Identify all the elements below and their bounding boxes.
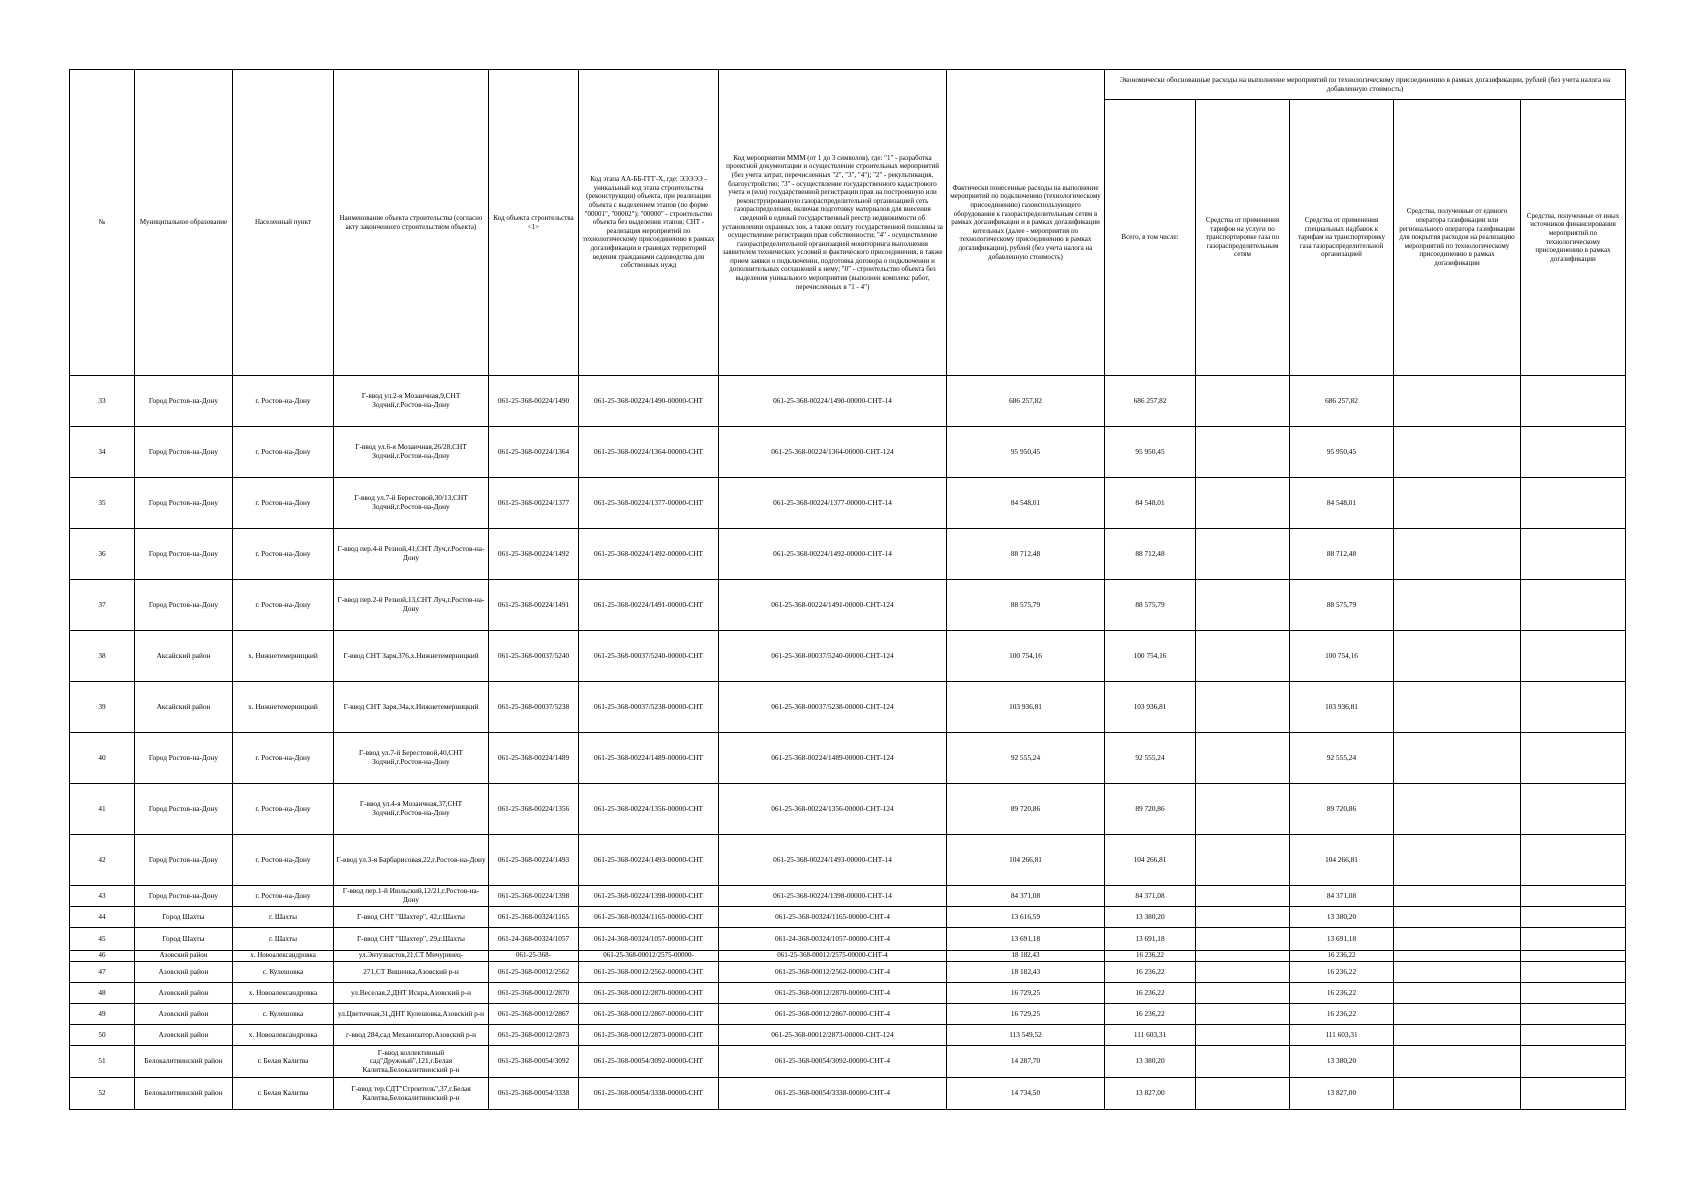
municipality-cell: Город Ростов-на-Дону xyxy=(135,478,233,529)
single-operator-cell xyxy=(1394,1004,1521,1025)
single-operator-cell xyxy=(1394,951,1521,962)
tariff-transport-cell xyxy=(1196,478,1290,529)
activity-code-cell: 061-25-368-00224/1490-00000-СНТ-14 xyxy=(719,376,947,427)
special-surcharges-cell: 84 371,08 xyxy=(1290,886,1394,907)
stage-code-cell: 061-25-368-00054/3092-00000-СНТ xyxy=(579,1046,719,1078)
object-code-cell: 061-25-368-00054/3092 xyxy=(489,1046,579,1078)
other-sources-cell xyxy=(1521,835,1626,886)
activity-code-cell: 061-25-368-00224/1493-00000-СНТ-14 xyxy=(719,835,947,886)
table-row xyxy=(70,529,1626,580)
object-name-cell: Г-ввод СНТ "Шахтер", 29,г.Шахты xyxy=(334,928,489,951)
actual-costs-cell: 84 548,01 xyxy=(947,478,1105,529)
data-table xyxy=(69,69,1626,1110)
actual-costs-cell: 13 691,18 xyxy=(947,928,1105,951)
activity-code-cell: 061-25-368-00012/2867-00000-СНТ-4 xyxy=(719,1004,947,1025)
actual-costs-cell: 104 266,81 xyxy=(947,835,1105,886)
total-cell: 16 236,22 xyxy=(1105,1004,1196,1025)
row-number: 41 xyxy=(70,784,135,835)
special-surcharges-cell: 95 950,45 xyxy=(1290,427,1394,478)
settlement-cell: с. Кулешовка xyxy=(233,962,334,983)
stage-code-cell: 061-25-368-00224/1356-00000-СНТ xyxy=(579,784,719,835)
single-operator-cell xyxy=(1394,1046,1521,1078)
activity-code-cell: 061-25-368-00054/3092-00000-СНТ-4 xyxy=(719,1046,947,1078)
other-sources-cell xyxy=(1521,951,1626,962)
special-surcharges-cell: 92 555,24 xyxy=(1290,733,1394,784)
actual-costs-cell: 18 182,43 xyxy=(947,962,1105,983)
object-name-cell: Г-ввод ул.2-я Мозаичная,9,СНТ Зодчий,г.Ростов-на-Дону xyxy=(334,376,489,427)
settlement-cell: г. Ростов-на-Дону xyxy=(233,376,334,427)
row-number: 52 xyxy=(70,1078,135,1110)
total-cell: 92 555,24 xyxy=(1105,733,1196,784)
object-name-cell: Г-ввод пер.4-й Резной,41,СНТ Луч,г.Ростов-на-Дону xyxy=(334,529,489,580)
single-operator-cell xyxy=(1394,1078,1521,1110)
tariff-transport-cell xyxy=(1196,784,1290,835)
stage-code-cell: 061-25-368-00224/1491-00000-СНТ xyxy=(579,580,719,631)
row-number: 40 xyxy=(70,733,135,784)
row-number: 39 xyxy=(70,682,135,733)
single-operator-cell xyxy=(1394,631,1521,682)
stage-code-cell: 061-25-368-00037/5238-00000-СНТ xyxy=(579,682,719,733)
object-code-cell: 061-25-368-00224/1377 xyxy=(489,478,579,529)
single-operator-cell xyxy=(1394,983,1521,1004)
header-actual-costs: Фактически понесенные расходы на выполнение мероприятий по подключению (технологическому присоединению) газоиспользующего оборудования к газораспределительным сетям в рамках догазификации и в рамках догазификации котельных (далее - мероприятия по технологическому присоединению в рамках догазификации), рублей (без учета налога на добавленную стоимость) xyxy=(947,70,1105,376)
municipality-cell: Белокалитвинский район xyxy=(135,1078,233,1110)
table-row xyxy=(70,928,1626,951)
actual-costs-cell: 92 555,24 xyxy=(947,733,1105,784)
object-name-cell: Г-ввод тер.СДТ"Строитель",37,г.Белая Калитва,Белокалитвинский р-н xyxy=(334,1078,489,1110)
settlement-cell: г. Белая Калитва xyxy=(233,1046,334,1078)
activity-code-cell: 061-25-368-00324/1165-00000-СНТ-4 xyxy=(719,907,947,928)
header-object-name: Наименование объекта строительства (согласно акту законченного строительством объекта) xyxy=(334,70,489,376)
municipality-cell: Город Шахты xyxy=(135,907,233,928)
tariff-transport-cell xyxy=(1196,951,1290,962)
special-surcharges-cell: 104 266,81 xyxy=(1290,835,1394,886)
row-number: 33 xyxy=(70,376,135,427)
stage-code-cell: 061-25-368-00012/2873-00000-СНТ xyxy=(579,1025,719,1046)
activity-code-cell: 061-25-368-00012/2873-00000-СНТ-124 xyxy=(719,1025,947,1046)
other-sources-cell xyxy=(1521,907,1626,928)
total-cell: 16 236,22 xyxy=(1105,951,1196,962)
special-surcharges-cell: 103 936,81 xyxy=(1290,682,1394,733)
total-cell: 84 548,01 xyxy=(1105,478,1196,529)
tariff-transport-cell xyxy=(1196,733,1290,784)
object-name-cell: Г-ввод СНТ Заря,34а,х.Нижнетемерницкий xyxy=(334,682,489,733)
object-name-cell: Г-ввод ул.7-й Берестовой,40,СНТ Зодчий,г.Ростов-на-Дону xyxy=(334,733,489,784)
table-row xyxy=(70,1004,1626,1025)
actual-costs-cell: 16 729,25 xyxy=(947,983,1105,1004)
object-code-cell: 061-25-368-00012/2873 xyxy=(489,1025,579,1046)
header-tariff-transport: Средства от применения тарифов на услуги по транспортировке газа по газораспределительным сетям xyxy=(1196,100,1290,376)
municipality-cell: Азовский район xyxy=(135,1004,233,1025)
municipality-cell: Город Шахты xyxy=(135,928,233,951)
other-sources-cell xyxy=(1521,962,1626,983)
other-sources-cell xyxy=(1521,1004,1626,1025)
object-code-cell: 061-25-368-00224/1356 xyxy=(489,784,579,835)
row-number: 36 xyxy=(70,529,135,580)
settlement-cell: х. Нижнетемерницкий xyxy=(233,682,334,733)
special-surcharges-cell: 100 754,16 xyxy=(1290,631,1394,682)
other-sources-cell xyxy=(1521,1046,1626,1078)
single-operator-cell xyxy=(1394,478,1521,529)
tariff-transport-cell xyxy=(1196,580,1290,631)
row-number: 44 xyxy=(70,907,135,928)
municipality-cell: Азовский район xyxy=(135,983,233,1004)
object-code-cell: 061-25-368-00224/1398 xyxy=(489,886,579,907)
stage-code-cell: 061-25-368-00224/1493-00000-СНТ xyxy=(579,835,719,886)
total-cell: 111 603,31 xyxy=(1105,1025,1196,1046)
row-number: 38 xyxy=(70,631,135,682)
header-special-surcharges: Средства от применения специальных надбавок к тарифам на транспортировку газа газораспределительной организацией xyxy=(1290,100,1394,376)
total-cell: 13 827,00 xyxy=(1105,1078,1196,1110)
object-name-cell: ул.Цветочная,31,ДНТ Кулешовка,Азовский р-н xyxy=(334,1004,489,1025)
object-code-cell: 061-25-368-00012/2867 xyxy=(489,1004,579,1025)
object-name-cell: 271,СТ Вишенка,Азовский р-н xyxy=(334,962,489,983)
total-cell: 16 236,22 xyxy=(1105,962,1196,983)
other-sources-cell xyxy=(1521,427,1626,478)
activity-code-cell: 061-25-368-00224/1398-00000-СНТ-14 xyxy=(719,886,947,907)
row-number: 42 xyxy=(70,835,135,886)
total-cell: 103 936,81 xyxy=(1105,682,1196,733)
settlement-cell: г. Ростов-на-Дону xyxy=(233,784,334,835)
municipality-cell: Город Ростов-на-Дону xyxy=(135,733,233,784)
tariff-transport-cell xyxy=(1196,1004,1290,1025)
settlement-cell: г. Ростов-на-Дону xyxy=(233,733,334,784)
total-cell: 13 380,20 xyxy=(1105,1046,1196,1078)
municipality-cell: Аксайский район xyxy=(135,631,233,682)
other-sources-cell xyxy=(1521,376,1626,427)
header-settlement: Населенный пункт xyxy=(233,70,334,376)
actual-costs-cell: 13 616,59 xyxy=(947,907,1105,928)
total-cell: 88 712,48 xyxy=(1105,529,1196,580)
tariff-transport-cell xyxy=(1196,962,1290,983)
header-num: № xyxy=(70,70,135,376)
table-row xyxy=(70,682,1626,733)
table-row xyxy=(70,1078,1626,1110)
object-name-cell: Г-ввод СНТ "Шахтер", 42,г.Шахты xyxy=(334,907,489,928)
settlement-cell: х. Новоалександровка xyxy=(233,983,334,1004)
total-cell: 88 575,79 xyxy=(1105,580,1196,631)
activity-code-cell: 061-25-368-00037/5238-00000-СНТ-124 xyxy=(719,682,947,733)
table-row xyxy=(70,983,1626,1004)
single-operator-cell xyxy=(1394,928,1521,951)
single-operator-cell xyxy=(1394,784,1521,835)
single-operator-cell xyxy=(1394,580,1521,631)
actual-costs-cell: 88 575,79 xyxy=(947,580,1105,631)
other-sources-cell xyxy=(1521,580,1626,631)
activity-code-cell: 061-25-368-00224/1489-00000-СНТ-124 xyxy=(719,733,947,784)
row-number: 37 xyxy=(70,580,135,631)
stage-code-cell: 061-25-368-00054/3338-00000-СНТ xyxy=(579,1078,719,1110)
header-object-code: Код объекта строительства <1> xyxy=(489,70,579,376)
row-number: 34 xyxy=(70,427,135,478)
tariff-transport-cell xyxy=(1196,983,1290,1004)
settlement-cell: г. Ростов-на-Дону xyxy=(233,529,334,580)
stage-code-cell: 061-25-368-00037/5240-00000-СНТ xyxy=(579,631,719,682)
object-code-cell: 061-25-368-00054/3338 xyxy=(489,1078,579,1110)
actual-costs-cell: 16 729,25 xyxy=(947,1004,1105,1025)
stage-code-cell: 061-25-368-00012/2870-00000-СНТ xyxy=(579,983,719,1004)
object-name-cell: Г-ввод пер.1-й Июльский,12/21,г.Ростов-на-Дону xyxy=(334,886,489,907)
table-row xyxy=(70,631,1626,682)
municipality-cell: Азовский район xyxy=(135,962,233,983)
actual-costs-cell: 14 734,50 xyxy=(947,1078,1105,1110)
tariff-transport-cell xyxy=(1196,835,1290,886)
row-number: 47 xyxy=(70,962,135,983)
other-sources-cell xyxy=(1521,631,1626,682)
row-number: 48 xyxy=(70,983,135,1004)
single-operator-cell xyxy=(1394,907,1521,928)
header-other-sources: Средства, полученные от иных источников финансирования мероприятий по технологическому присоединению в рамках догазификации xyxy=(1521,100,1626,376)
tariff-transport-cell xyxy=(1196,886,1290,907)
table-row xyxy=(70,376,1626,427)
special-surcharges-cell: 13 380,20 xyxy=(1290,1046,1394,1078)
single-operator-cell xyxy=(1394,682,1521,733)
object-name-cell: ул.Веселая,2,ДНТ Искра,Азовский р-н xyxy=(334,983,489,1004)
municipality-cell: Город Ростов-на-Дону xyxy=(135,886,233,907)
actual-costs-cell: 84 371,08 xyxy=(947,886,1105,907)
stage-code-cell: 061-25-368-00224/1490-00000-СНТ xyxy=(579,376,719,427)
tariff-transport-cell xyxy=(1196,1025,1290,1046)
header-single-operator: Средства, полученные от единого оператора газификации или регионального оператора газификации для покрытия расходов на реализацию мероприятий по технологическому присоединению в рамках догазификации xyxy=(1394,100,1521,376)
table-row xyxy=(70,1025,1626,1046)
object-code-cell: 061-25-368- xyxy=(489,951,579,962)
other-sources-cell xyxy=(1521,529,1626,580)
actual-costs-cell: 89 720,86 xyxy=(947,784,1105,835)
stage-code-cell: 061-25-368-00012/2575-00000- xyxy=(579,951,719,962)
municipality-cell: Город Ростов-на-Дону xyxy=(135,427,233,478)
special-surcharges-cell: 88 712,48 xyxy=(1290,529,1394,580)
tariff-transport-cell xyxy=(1196,631,1290,682)
settlement-cell: г. Ростов-на-Дону xyxy=(233,886,334,907)
other-sources-cell xyxy=(1521,733,1626,784)
municipality-cell: Город Ростов-на-Дону xyxy=(135,376,233,427)
tariff-transport-cell xyxy=(1196,427,1290,478)
total-cell: 95 950,45 xyxy=(1105,427,1196,478)
total-cell: 100 754,16 xyxy=(1105,631,1196,682)
actual-costs-cell: 100 754,16 xyxy=(947,631,1105,682)
object-name-cell: Г-ввод СНТ Заря,376,х.Нижнетемерницкий xyxy=(334,631,489,682)
settlement-cell: с. Кулешовка xyxy=(233,1004,334,1025)
table-row xyxy=(70,835,1626,886)
special-surcharges-cell: 686 257,82 xyxy=(1290,376,1394,427)
activity-code-cell: 061-25-368-00012/2870-00000-СНТ-4 xyxy=(719,983,947,1004)
settlement-cell: г. Шахты xyxy=(233,907,334,928)
activity-code-cell: 061-25-368-00037/5240-00000-СНТ-124 xyxy=(719,631,947,682)
single-operator-cell xyxy=(1394,835,1521,886)
object-name-cell: Г-ввод ул.6-я Мозаичная,26/28,СНТ Зодчий,г.Ростов-на-Дону xyxy=(334,427,489,478)
municipality-cell: Город Ростов-на-Дону xyxy=(135,580,233,631)
object-code-cell: 061-25-368-00224/1490 xyxy=(489,376,579,427)
object-code-cell: 061-24-368-00324/1057 xyxy=(489,928,579,951)
activity-code-cell: 061-25-368-00012/2575-00000-СНТ-4 xyxy=(719,951,947,962)
stage-code-cell: 061-25-368-00012/2867-00000-СНТ xyxy=(579,1004,719,1025)
object-name-cell: Г-ввод пер.2-й Резной,13,СНТ Луч,г.Ростов-на-Дону xyxy=(334,580,489,631)
settlement-cell: х. Новоалександровка xyxy=(233,951,334,962)
tariff-transport-cell xyxy=(1196,928,1290,951)
other-sources-cell xyxy=(1521,478,1626,529)
tariff-transport-cell xyxy=(1196,376,1290,427)
activity-code-cell: 061-25-368-00224/1364-00000-СНТ-124 xyxy=(719,427,947,478)
actual-costs-cell: 686 257,82 xyxy=(947,376,1105,427)
header-econ-group: Экономически обоснованные расходы на выполнение мероприятий по технологическому присоединению в рамках догазификации, рублей (без учета налога на добавленную стоимость) xyxy=(1105,70,1626,100)
activity-code-cell: 061-25-368-00224/1492-00000-СНТ-14 xyxy=(719,529,947,580)
activity-code-cell: 061-24-368-00324/1057-00000-СНТ-4 xyxy=(719,928,947,951)
settlement-cell: х. Нижнетемерницкий xyxy=(233,631,334,682)
total-cell: 84 371,08 xyxy=(1105,886,1196,907)
tariff-transport-cell xyxy=(1196,1046,1290,1078)
object-code-cell: 061-25-368-00012/2562 xyxy=(489,962,579,983)
table-row xyxy=(70,951,1626,962)
settlement-cell: г. Ростов-на-Дону xyxy=(233,835,334,886)
total-cell: 16 236,22 xyxy=(1105,983,1196,1004)
single-operator-cell xyxy=(1394,962,1521,983)
row-number: 46 xyxy=(70,951,135,962)
header-municipality: Муниципальное образование xyxy=(135,70,233,376)
settlement-cell: х. Новоалександровка xyxy=(233,1025,334,1046)
actual-costs-cell: 103 936,81 xyxy=(947,682,1105,733)
municipality-cell: Город Ростов-на-Дону xyxy=(135,835,233,886)
row-number: 43 xyxy=(70,886,135,907)
table-row xyxy=(70,427,1626,478)
special-surcharges-cell: 16 236,22 xyxy=(1290,1004,1394,1025)
object-name-cell: Г-ввод ул.3-я Барбарисовая,22,г.Ростов-на-Дону xyxy=(334,835,489,886)
total-cell: 104 266,81 xyxy=(1105,835,1196,886)
activity-code-cell: 061-25-368-00054/3338-00000-СНТ-4 xyxy=(719,1078,947,1110)
object-name-cell: ул.Энтузиастов,21,СТ Мичуринец- xyxy=(334,951,489,962)
other-sources-cell xyxy=(1521,928,1626,951)
municipality-cell: Азовский район xyxy=(135,1025,233,1046)
other-sources-cell xyxy=(1521,886,1626,907)
object-name-cell: г-ввод 284,сад Механизатор,Азовский р-н xyxy=(334,1025,489,1046)
stage-code-cell: 061-25-368-00324/1165-00000-СНТ xyxy=(579,907,719,928)
other-sources-cell xyxy=(1521,784,1626,835)
object-code-cell: 061-25-368-00224/1364 xyxy=(489,427,579,478)
object-code-cell: 061-25-368-00324/1165 xyxy=(489,907,579,928)
stage-code-cell: 061-25-368-00224/1492-00000-СНТ xyxy=(579,529,719,580)
row-number: 51 xyxy=(70,1046,135,1078)
table-row xyxy=(70,478,1626,529)
municipality-cell: Белокалитвинский район xyxy=(135,1046,233,1078)
single-operator-cell xyxy=(1394,1025,1521,1046)
activity-code-cell: 061-25-368-00012/2562-00000-СНТ-4 xyxy=(719,962,947,983)
settlement-cell: г. Белая Калитва xyxy=(233,1078,334,1110)
special-surcharges-cell: 89 720,86 xyxy=(1290,784,1394,835)
municipality-cell: Аксайский район xyxy=(135,682,233,733)
special-surcharges-cell: 13 380,20 xyxy=(1290,907,1394,928)
special-surcharges-cell: 88 575,79 xyxy=(1290,580,1394,631)
tariff-transport-cell xyxy=(1196,682,1290,733)
table-row xyxy=(70,580,1626,631)
object-code-cell: 061-25-368-00224/1492 xyxy=(489,529,579,580)
stage-code-cell: 061-25-368-00224/1489-00000-СНТ xyxy=(579,733,719,784)
activity-code-cell: 061-25-368-00224/1356-00000-СНТ-124 xyxy=(719,784,947,835)
settlement-cell: г. Шахты xyxy=(233,928,334,951)
table-row xyxy=(70,784,1626,835)
row-number: 50 xyxy=(70,1025,135,1046)
stage-code-cell: 061-25-368-00224/1398-00000-СНТ xyxy=(579,886,719,907)
row-number: 49 xyxy=(70,1004,135,1025)
single-operator-cell xyxy=(1394,733,1521,784)
table-row xyxy=(70,886,1626,907)
special-surcharges-cell: 16 236,22 xyxy=(1290,962,1394,983)
object-code-cell: 061-25-368-00037/5240 xyxy=(489,631,579,682)
object-code-cell: 061-25-368-00012/2870 xyxy=(489,983,579,1004)
special-surcharges-cell: 84 548,01 xyxy=(1290,478,1394,529)
row-number: 35 xyxy=(70,478,135,529)
table-row xyxy=(70,733,1626,784)
single-operator-cell xyxy=(1394,376,1521,427)
stage-code-cell: 061-24-368-00324/1057-00000-СНТ xyxy=(579,928,719,951)
special-surcharges-cell: 13 691,18 xyxy=(1290,928,1394,951)
settlement-cell: г. Ростов-на-Дону xyxy=(233,580,334,631)
tariff-transport-cell xyxy=(1196,1078,1290,1110)
object-code-cell: 061-25-368-00224/1493 xyxy=(489,835,579,886)
total-cell: 686 257,82 xyxy=(1105,376,1196,427)
other-sources-cell xyxy=(1521,1078,1626,1110)
stage-code-cell: 061-25-368-00224/1364-00000-СНТ xyxy=(579,427,719,478)
other-sources-cell xyxy=(1521,1025,1626,1046)
activity-code-cell: 061-25-368-00224/1491-00000-СНТ-124 xyxy=(719,580,947,631)
stage-code-cell: 061-25-368-00224/1377-00000-СНТ xyxy=(579,478,719,529)
special-surcharges-cell: 16 236,22 xyxy=(1290,951,1394,962)
total-cell: 13 380,20 xyxy=(1105,907,1196,928)
settlement-cell: г. Ростов-на-Дону xyxy=(233,427,334,478)
municipality-cell: Город Ростов-на-Дону xyxy=(135,529,233,580)
table-row xyxy=(70,962,1626,983)
header-total: Всего, в том числе: xyxy=(1105,100,1196,376)
tariff-transport-cell xyxy=(1196,529,1290,580)
activity-code-cell: 061-25-368-00224/1377-00000-СНТ-14 xyxy=(719,478,947,529)
special-surcharges-cell: 111 603,31 xyxy=(1290,1025,1394,1046)
actual-costs-cell: 14 287,70 xyxy=(947,1046,1105,1078)
special-surcharges-cell: 16 236,22 xyxy=(1290,983,1394,1004)
total-cell: 13 691,18 xyxy=(1105,928,1196,951)
row-number: 45 xyxy=(70,928,135,951)
object-code-cell: 061-25-368-00224/1489 xyxy=(489,733,579,784)
object-code-cell: 061-25-368-00224/1491 xyxy=(489,580,579,631)
object-name-cell: Г-ввод ул.7-й Берестовой,30/13,СНТ Зодчий,г.Ростов-на-Дону xyxy=(334,478,489,529)
municipality-cell: Город Ростов-на-Дону xyxy=(135,784,233,835)
stage-code-cell: 061-25-368-00012/2562-00000-СНТ xyxy=(579,962,719,983)
object-name-cell: Г-ввод ул.4-я Мозаичная,37,СНТ Зодчий,г.Ростов-на-Дону xyxy=(334,784,489,835)
header-activity-code: Код мероприятия МММ (от 1 до 3 символов), где: "1" - разработка проектной документации и осуществление строительных мероприятий (без учета затрат, перечисленных "2", "3", "4"); "2" - рекультивация, благоустройство; "3" - осуществление государственного кадастрового учета и (или) государственной регистрации прав на построенную или реконструированную газораспределительной организацией сеть газораспределения, включая подготовку материалов для внесения сведений в единый государственный реестр недвижимости об установлении охранных зон, а также оплату государственной пошлины за осуществление регистрации прав собственности; "4" - осуществление газораспределительной организацией мониторинга выполнения заявителем технических условий и фактического присоединения, в также прием заявки о подключении, подготовка договора о подключении и дополнительных соглашений к нему; "0" - строительство объекта без выделения уникального мероприятия (выполнен комплекс работ, перечисленных в "1 - 4") xyxy=(719,70,947,376)
total-cell: 89 720,86 xyxy=(1105,784,1196,835)
other-sources-cell xyxy=(1521,983,1626,1004)
actual-costs-cell: 95 950,45 xyxy=(947,427,1105,478)
actual-costs-cell: 113 549,52 xyxy=(947,1025,1105,1046)
object-name-cell: Г-ввод коллективный сад"Дружный",121,г.Белая Калитва,Белокалитвинский р-н xyxy=(334,1046,489,1078)
table-row xyxy=(70,907,1626,928)
object-code-cell: 061-25-368-00037/5238 xyxy=(489,682,579,733)
actual-costs-cell: 88 712,48 xyxy=(947,529,1105,580)
single-operator-cell xyxy=(1394,886,1521,907)
single-operator-cell xyxy=(1394,427,1521,478)
settlement-cell: г. Ростов-на-Дону xyxy=(233,478,334,529)
special-surcharges-cell: 13 827,00 xyxy=(1290,1078,1394,1110)
table-row xyxy=(70,1046,1626,1078)
header-stage-code: Код этапа АА-ББ-ГГГ-Х, где: ЭЭЭЭЭ - уникальный код этапа строительства (реконструкции) объекта, при реализации объекта с выделением этапов (по форме "00001", "00002"); "00000" - строительство объекта без выделения этапов; СНТ - реализация мероприятий по технологическому присоединению в рамках догазификации в границах территорий ведения гражданами садоводства для собственных нужд xyxy=(579,70,719,376)
actual-costs-cell: 18 182,43 xyxy=(947,951,1105,962)
tariff-transport-cell xyxy=(1196,907,1290,928)
single-operator-cell xyxy=(1394,529,1521,580)
municipality-cell: Азовский район xyxy=(135,951,233,962)
other-sources-cell xyxy=(1521,682,1626,733)
